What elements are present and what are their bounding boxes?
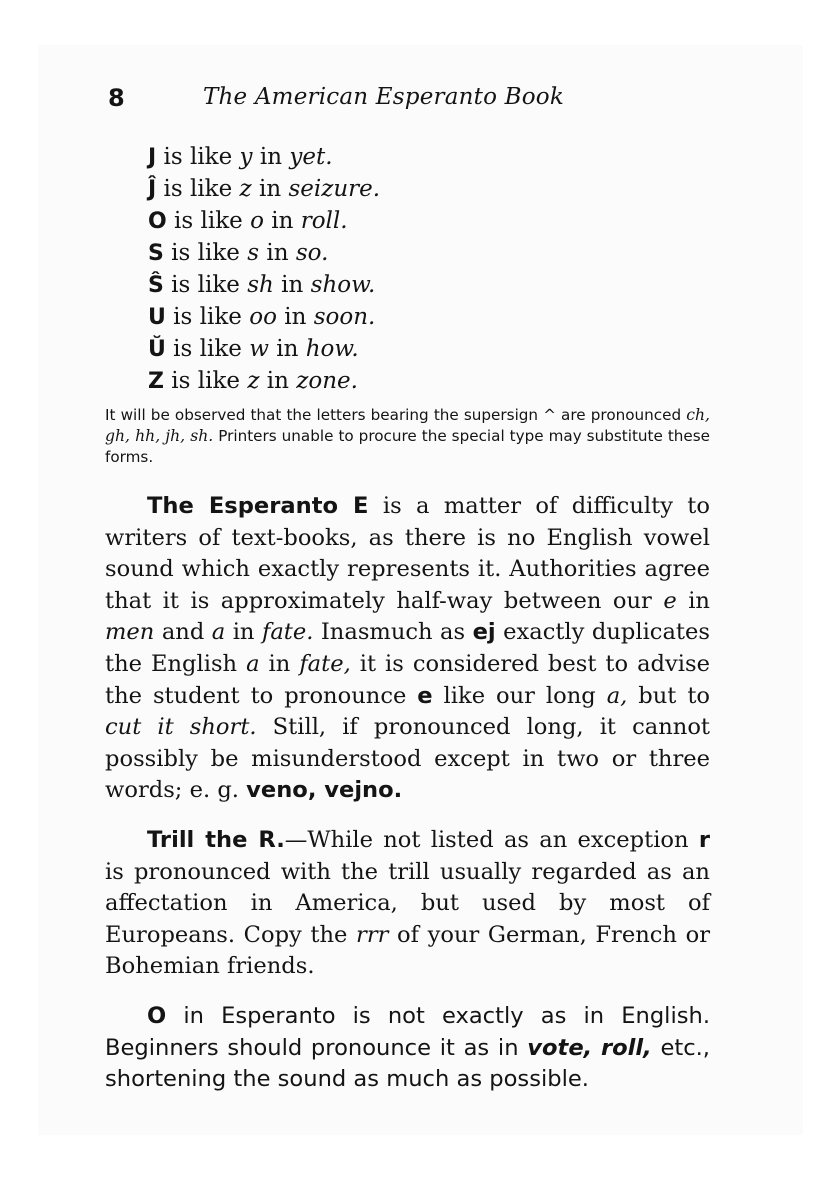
note-forms: ch, gh, hh, jh, sh. [105, 406, 710, 445]
letter: Ŭ [148, 337, 166, 362]
paragraph-heading: O [147, 1003, 167, 1029]
list-item: J is like y in yet. [148, 144, 333, 170]
letter: Z [148, 369, 164, 394]
running-header [108, 84, 708, 116]
paragraph-trill-r: Trill the R.—While not listed as an exception r is pronounced with the trill usually regarded as an affectation in America, but used by most of Europeans. Copy the rrr of your German, French or Bohemian friends. [105, 827, 710, 980]
letter: S [148, 241, 164, 266]
supersign-note: It will be observed that the letters bearing the supersign ^ are pronounced ch, gh, hh, jh, sh. Printers unable to procure the special type may substitute these forms. [105, 406, 710, 466]
list-item: O is like o in roll. [148, 208, 348, 234]
list-item: Z is like z in zone. [148, 368, 358, 394]
list-item: U is like oo in soon. [148, 304, 376, 330]
list-item: Ĵ is like z in seizure. [148, 176, 381, 202]
list-item: Ŝ is like sh in show. [148, 272, 376, 298]
running-title: The American Esperanto Book [203, 84, 564, 110]
list-item: S is like s in so. [148, 240, 329, 266]
page-number: 8 [108, 84, 125, 112]
letter: U [148, 305, 166, 330]
letter: O [148, 209, 167, 234]
letter: Ĵ [148, 177, 157, 202]
letter: J [148, 145, 157, 170]
paragraph-heading: The Esperanto E [147, 493, 369, 519]
letter-list [148, 141, 380, 397]
paragraph-esperanto-e: The Esperanto E is a matter of difficulty to writers of text-books, as there is no English vowel sound which exactly represents it. Authorities agree that it is approximately half-way between our e in men and a in fate. Inasmuch as ej exactly duplicates the English a in fate, it is considered best to advise the student to pronounce e like our long a, but to cut it short. Still, if pronounced long, it cannot possibly be misunderstood except in two or three words; e. g. veno, vejno. [105, 493, 711, 804]
paragraph-o: O in Esperanto is not exactly as in English. Beginners should pronounce it as in vote, roll, etc., shortening the sound as much as possible. [105, 1003, 710, 1093]
letter: Ŝ [148, 273, 164, 298]
paragraph-heading: Trill the R. [147, 827, 285, 853]
list-item: Ŭ is like w in how. [148, 336, 359, 362]
